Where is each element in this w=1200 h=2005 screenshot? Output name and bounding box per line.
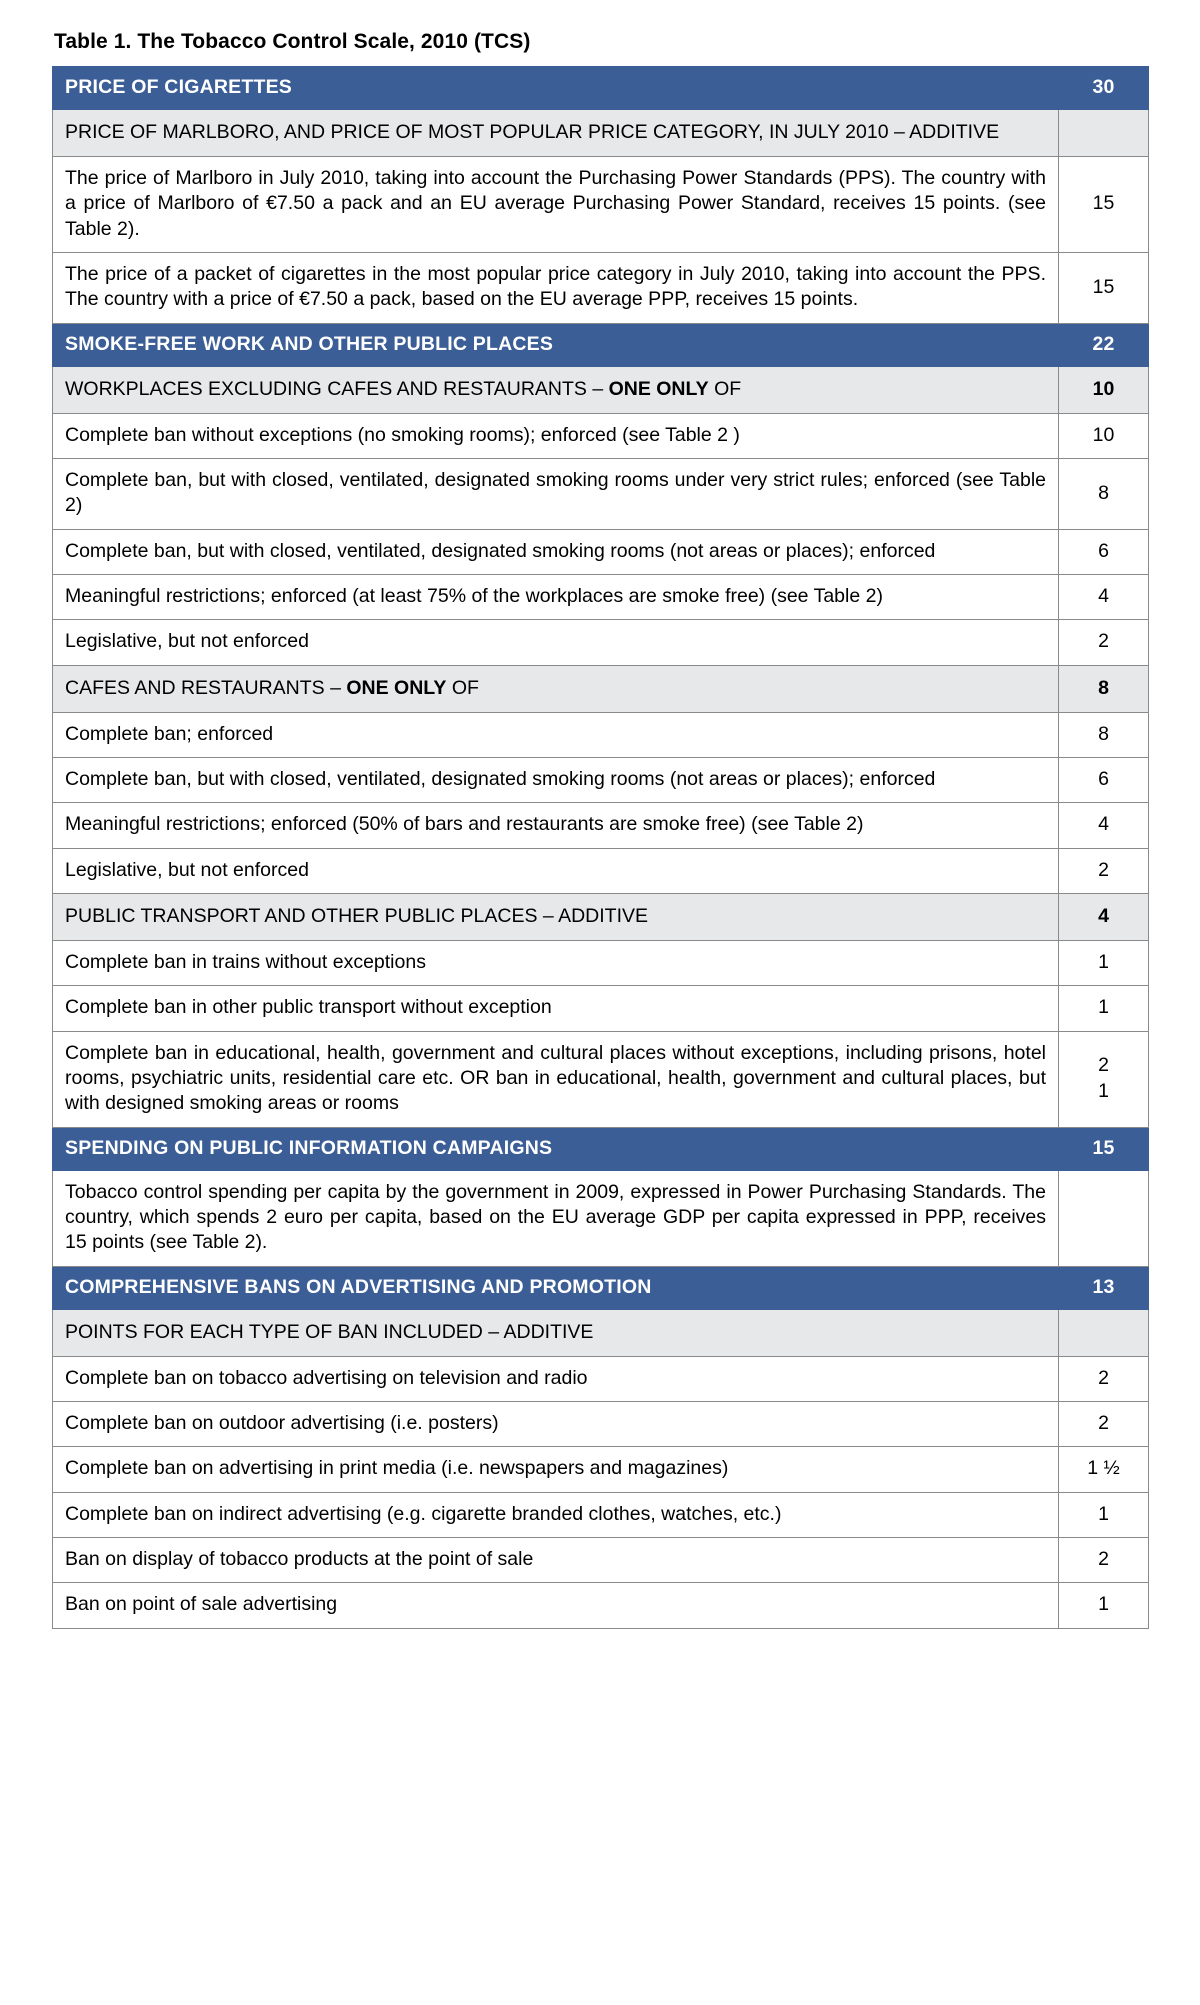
row-points: 8: [1059, 665, 1149, 712]
table-row: [53, 1492, 1149, 1537]
row-points: 2: [1059, 848, 1149, 893]
row-label: SMOKE-FREE WORK AND OTHER PUBLIC PLACES: [53, 323, 1059, 366]
table-row: [53, 1402, 1149, 1447]
table-row: [53, 575, 1149, 620]
row-label: Complete ban on advertising in print media (i.e. newspapers and magazines): [53, 1447, 1059, 1492]
table-row: [53, 620, 1149, 665]
row-points: 6: [1059, 529, 1149, 574]
subsection-header-row: [53, 894, 1149, 941]
table-row: [53, 803, 1149, 848]
row-points-value: 1: [1098, 1079, 1109, 1102]
row-points: [1059, 110, 1149, 157]
row-points: 4: [1059, 894, 1149, 941]
row-points: 1: [1059, 1583, 1149, 1628]
row-points: [1059, 1309, 1149, 1356]
row-label: Complete ban on indirect advertising (e.g. cigarette branded clothes, watches, etc.): [53, 1492, 1059, 1537]
row-points: 15: [1059, 252, 1149, 323]
table-row: [53, 252, 1149, 323]
table-row: [53, 156, 1149, 252]
table-row: [53, 1356, 1149, 1401]
row-points: 8: [1059, 458, 1149, 529]
row-label: Complete ban in trains without exceptions: [53, 940, 1059, 985]
table-row: [53, 458, 1149, 529]
table-row: [53, 1583, 1149, 1628]
table-row: [53, 1170, 1149, 1266]
row-points: 2: [1059, 620, 1149, 665]
table-row: [53, 413, 1149, 458]
row-label: POINTS FOR EACH TYPE OF BAN INCLUDED – ADDITIVE: [53, 1309, 1059, 1356]
row-points: 2: [1059, 1402, 1149, 1447]
row-points: 2: [1059, 1538, 1149, 1583]
row-points: 10: [1059, 366, 1149, 413]
row-points: 15: [1059, 1127, 1149, 1170]
row-label-emphasis: ONE ONLY: [608, 377, 709, 400]
row-label: WORKPLACES EXCLUDING CAFES AND RESTAURANTS – ONE ONLY OF: [53, 366, 1059, 413]
subsection-header-row: [53, 665, 1149, 712]
row-points: 1 ½: [1059, 1447, 1149, 1492]
row-label: Complete ban, but with closed, ventilated, designated smoking rooms (not areas or places); enforced: [53, 757, 1059, 802]
table-row: [53, 940, 1149, 985]
row-label: Complete ban; enforced: [53, 712, 1059, 757]
row-label: Complete ban, but with closed, ventilated, designated smoking rooms under very strict rules; enforced (see Table 2): [53, 458, 1059, 529]
row-points: 30: [1059, 67, 1149, 110]
row-points: 15: [1059, 156, 1149, 252]
row-label: Meaningful restrictions; enforced (at least 75% of the workplaces are smoke free) (see Table 2): [53, 575, 1059, 620]
row-points: 4: [1059, 803, 1149, 848]
table-row: [53, 1031, 1149, 1127]
table-row: [53, 1447, 1149, 1492]
section-header-row: [53, 1127, 1149, 1170]
table-body: [53, 67, 1149, 1629]
subsection-header-row: [53, 110, 1149, 157]
row-points-value: 2: [1098, 1054, 1109, 1077]
table-caption: Table 1. The Tobacco Control Scale, 2010 (TCS): [54, 30, 531, 53]
table-row: [53, 529, 1149, 574]
row-label: Ban on point of sale advertising: [53, 1583, 1059, 1628]
row-label: Complete ban in other public transport without exception: [53, 986, 1059, 1031]
row-label: Complete ban on tobacco advertising on television and radio: [53, 1356, 1059, 1401]
row-label: The price of a packet of cigarettes in the most popular price category in July 2010, taking into account the PPS. The country with a price of €7.50 a pack, based on the EU average PPP, receives 15 points.: [53, 252, 1059, 323]
section-header-row: [53, 67, 1149, 110]
row-points: 8: [1059, 712, 1149, 757]
row-label-emphasis: ONE ONLY: [346, 676, 447, 699]
row-points: 2: [1059, 1356, 1149, 1401]
table-row: [53, 757, 1149, 802]
row-label: Meaningful restrictions; enforced (50% of bars and restaurants are smoke free) (see Table 2): [53, 803, 1059, 848]
table-row: [53, 1538, 1149, 1583]
section-header-row: [53, 1266, 1149, 1309]
row-label: SPENDING ON PUBLIC INFORMATION CAMPAIGNS: [53, 1127, 1059, 1170]
row-points: 13: [1059, 1266, 1149, 1309]
row-label: PUBLIC TRANSPORT AND OTHER PUBLIC PLACES – ADDITIVE: [53, 894, 1059, 941]
row-points: 1: [1059, 940, 1149, 985]
row-label: Tobacco control spending per capita by the government in 2009, expressed in Power Purchasing Standards. The country, which spends 2 euro per capita, based on the EU average GDP per capita expressed in PPP, receives 15 points (see Table 2).: [53, 1170, 1059, 1266]
row-label: Legislative, but not enforced: [53, 620, 1059, 665]
row-label: Legislative, but not enforced: [53, 848, 1059, 893]
row-points: 6: [1059, 757, 1149, 802]
row-points: [1059, 1031, 1149, 1127]
table-row: [53, 712, 1149, 757]
row-points: 1: [1059, 1492, 1149, 1537]
row-label: PRICE OF CIGARETTES: [53, 67, 1059, 110]
row-points: 4: [1059, 575, 1149, 620]
row-label: Complete ban in educational, health, government and cultural places without exceptions, including prisons, hotel rooms, psychiatric units, residential care etc. OR ban in educational, health, government and cultural places, but with designed smoking areas or rooms: [53, 1031, 1059, 1127]
row-label: Complete ban without exceptions (no smoking rooms); enforced (see Table 2 ): [53, 413, 1059, 458]
row-points: [1059, 1170, 1149, 1266]
row-label: Complete ban on outdoor advertising (i.e. posters): [53, 1402, 1059, 1447]
row-label: CAFES AND RESTAURANTS – ONE ONLY OF: [53, 665, 1059, 712]
row-label: The price of Marlboro in July 2010, taking into account the Purchasing Power Standards (PPS). The country with a price of Marlboro of €7.50 a pack and an EU average Purchasing Power Standard, receives 15 points. (see Table 2).: [53, 156, 1059, 252]
row-label: COMPREHENSIVE BANS ON ADVERTISING AND PROMOTION: [53, 1266, 1059, 1309]
subsection-header-row: [53, 1309, 1149, 1356]
row-points: 22: [1059, 323, 1149, 366]
row-label: PRICE OF MARLBORO, AND PRICE OF MOST POPULAR PRICE CATEGORY, IN JULY 2010 – ADDITIVE: [53, 110, 1059, 157]
row-points: 1: [1059, 986, 1149, 1031]
subsection-header-row: [53, 366, 1149, 413]
section-header-row: [53, 323, 1149, 366]
row-label: Ban on display of tobacco products at the point of sale: [53, 1538, 1059, 1583]
row-label: Complete ban, but with closed, ventilated, designated smoking rooms (not areas or places); enforced: [53, 529, 1059, 574]
table-row: [53, 848, 1149, 893]
tobacco-control-scale-table: [52, 66, 1149, 1629]
row-points: 10: [1059, 413, 1149, 458]
table-row: [53, 986, 1149, 1031]
